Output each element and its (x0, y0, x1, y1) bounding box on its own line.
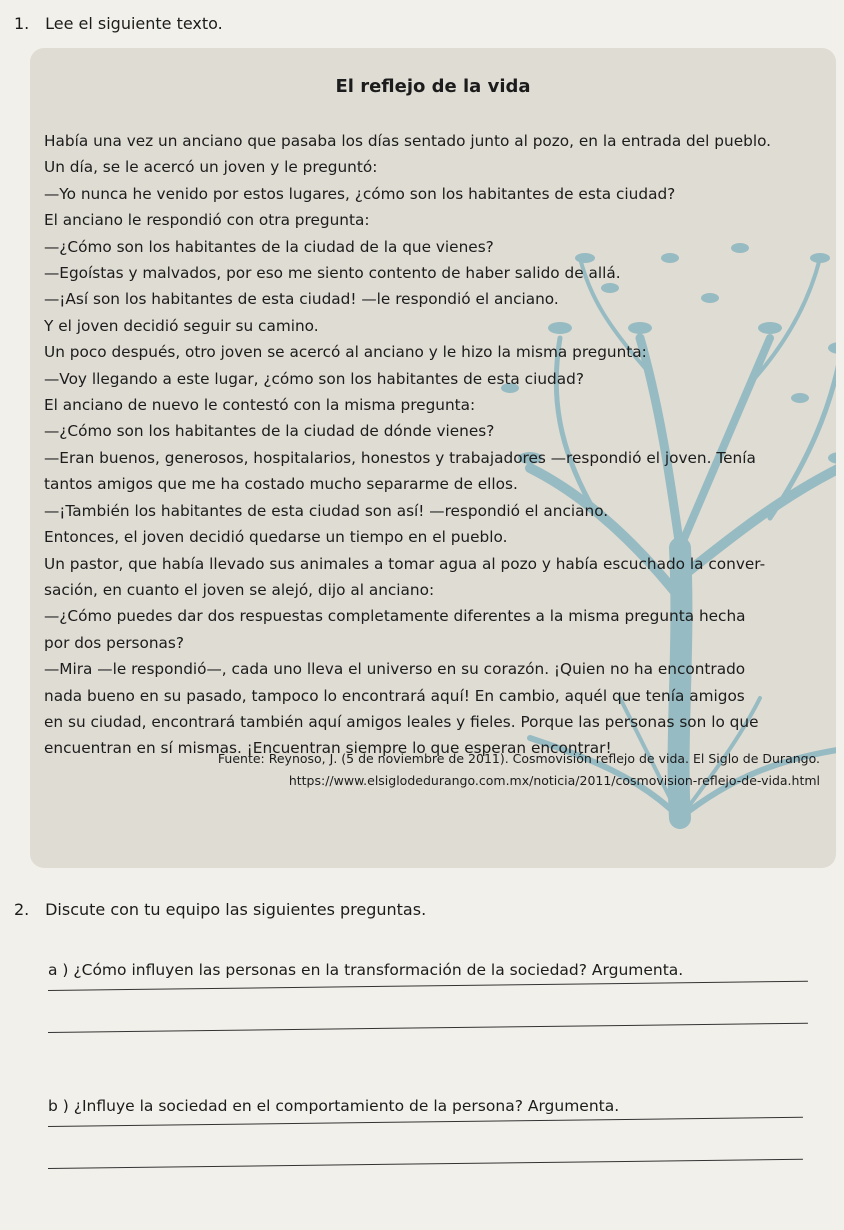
reading-line: —¿Cómo son los habitantes de la ciudad de la que vienes? (44, 237, 494, 256)
source-reference: Fuente: Reynoso, J. (5 de noviembre de 2011). Cosmovisión reflejo de vida. El Siglo de Durango. (217, 751, 820, 766)
answer-line-a2[interactable] (48, 1023, 808, 1033)
reading-line: —Egoístas y malvados, por eso me siento contento de haber salido de allá. (44, 264, 621, 283)
reading-line: Un poco después, otro joven se acercó al anciano y le hizo la misma pregunta: (44, 343, 647, 362)
reading-line: en su ciudad, encontrará también aquí amigos leales y fieles. Porque las personas son lo que (44, 712, 759, 731)
reading-line: nada bueno en su pasado, tampoco lo encontrará aquí! En cambio, aquél que tenía amigos (44, 686, 745, 705)
reading-line: —Mira —le respondió—, cada uno lleva el universo en su corazón. ¡Quien no ha encontrado (44, 660, 746, 679)
reading-panel (30, 48, 836, 868)
reading-line: tantos amigos que me ha costado mucho separarme de ellos. (44, 475, 518, 494)
question-1 (14, 14, 223, 33)
reading-line: —¡Así son los habitantes de esta ciudad! —le respondió el anciano. (44, 290, 559, 309)
reading-body (44, 128, 829, 762)
answer-line-b1[interactable] (48, 1117, 803, 1127)
reading-line: —Voy llegando a este lugar, ¿cómo son los habitantes de esta ciudad? (44, 369, 584, 388)
question-2 (14, 900, 426, 919)
reading-line: Un pastor, que había llevado sus animales a tomar agua al pozo y había escuchado la conver- (44, 554, 766, 573)
reading-line: El anciano de nuevo le contestó con la misma pregunta: (44, 396, 476, 415)
reading-line: Entonces, el joven decidió quedarse un tiempo en el pueblo. (44, 528, 508, 547)
reading-line: por dos personas? (44, 633, 185, 652)
question-1-number: 1. (14, 14, 30, 33)
reading-line: —Eran buenos, generosos, hospitalarios, honestos y trabajadores —respondió el joven. Tenía (44, 448, 756, 467)
question-2-number: 2. (14, 900, 30, 919)
question-2-instruction: Discute con tu equipo las siguientes preguntas. (45, 900, 427, 919)
reading-line: —¿Cómo son los habitantes de la ciudad de dónde vienes? (44, 422, 495, 441)
question-1-instruction: Lee el siguiente texto. (45, 14, 223, 33)
reading-title: El reflejo de la vida (335, 76, 531, 97)
reading-line: El anciano le respondió con otra pregunta: (44, 211, 370, 230)
reading-line: —¡También los habitantes de esta ciudad son así! —respondió el anciano. (44, 501, 609, 520)
source-citation (30, 748, 820, 792)
question-2a: a ) ¿Cómo influyen las personas en la transformación de la sociedad? Argumenta. (48, 961, 684, 979)
reading-line: Había una vez un anciano que pasaba los días sentado junto al pozo, en la entrada del pueblo. (44, 132, 772, 150)
answer-line-a1[interactable] (48, 981, 808, 991)
question-2b: b ) ¿Influye la sociedad en el comportamiento de la persona? Argumenta. (48, 1097, 620, 1115)
reading-line: Un día, se le acercó un joven y le preguntó: (44, 158, 378, 177)
answer-line-b2[interactable] (48, 1159, 803, 1169)
reading-line: —¿Cómo puedes dar dos respuestas completamente diferentes a la misma pregunta hecha (44, 607, 746, 626)
reading-line: Y el joven decidió seguir su camino. (44, 316, 319, 335)
reading-line: —Yo nunca he venido por estos lugares, ¿cómo son los habitantes de esta ciudad? (44, 184, 676, 203)
reading-line: encuentran en sí mismas. ¡Encuentran siempre lo que esperan encontrar! (44, 739, 612, 758)
reading-line: sación, en cuanto el joven se alejó, dijo al anciano: (44, 580, 435, 599)
source-url: https://www.elsiglodedurango.com.mx/noticia/2011/cosmovision-reflejo-de-vida.html (288, 773, 820, 788)
